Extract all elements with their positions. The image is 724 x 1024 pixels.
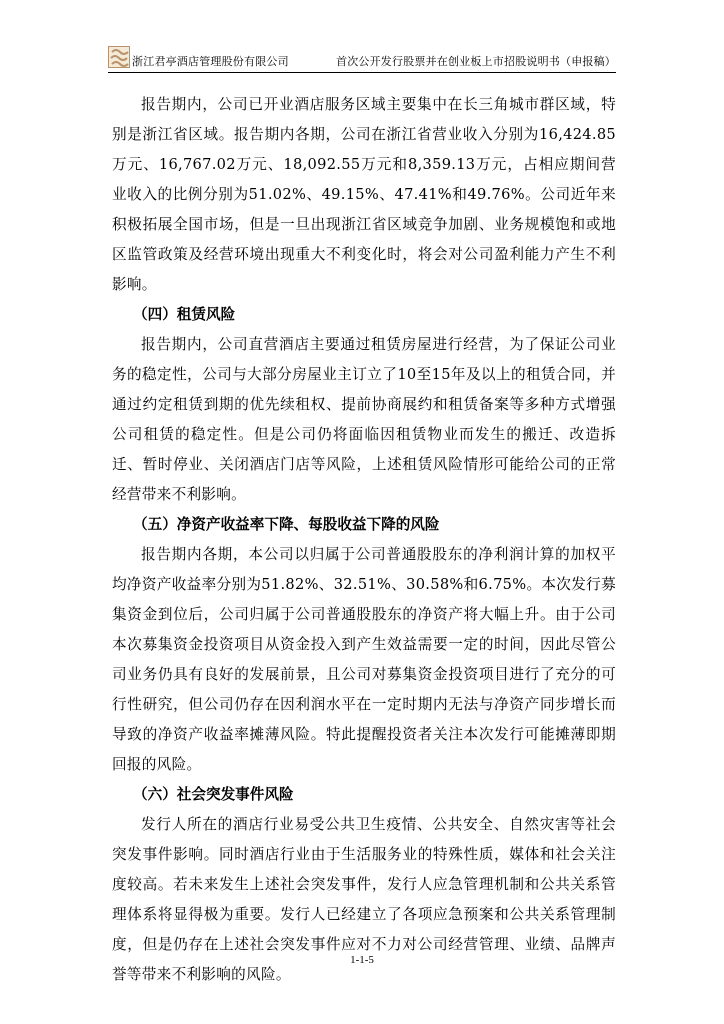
header-company-name: 浙江君亭酒店管理股份有限公司 (132, 55, 289, 68)
section-heading-roe-risk: （五）净资产收益率下降、每股收益下降的风险 (133, 516, 440, 533)
paragraph-regional-risk: 报告期内，公司已开业酒店服务区域主要集中在长三角城市群区域，特别是浙江省区域。报告期内各期，公司在浙江省营业收入分别为16,424.85万元、16,767.02万元、18,092.55万元和8,359.13万元，占相应期间营业收入的比例分别为51.02%、49.15%、47.41%和49.76%。公司近年来积极拓展全国市场，但是一旦出现浙江省区域竞争加剧、业务规模饱和或地区监管政策及经营环境出现重大不利变化时，将会对公司盈利能力产生不利影响。 (112, 96, 616, 293)
paragraph-lease-risk: 报告期内，公司直营酒店主要通过租赁房屋进行经营，为了保证公司业务的稳定性，公司与大部分房屋业主订立了10至15年及以上的租赁合同，并通过约定租赁到期的优先续租权、提前协商展约和租赁备案等多种方式增强公司租赁的稳定性。但是公司仍将面临因租赁物业而发生的搬迁、改造拆迁、暂时停业、关闭酒店门店等风险，上述租赁风险情形可能给公司的正常经营带来不利影响。 (112, 336, 616, 503)
paragraph-roe-risk: 报告期内各期，本公司以归属于公司普通股股东的净利润计算的加权平均净资产收益率分别为51.82%、32.51%、30.58%和6.75%。本次发行募集资金到位后，公司归属于公司普通股股东的净资产将大幅上升。由于公司本次募集资金投资项目从资金投入到产生效益需要一定的时间，因此尽管公司业务仍具有良好的发展前景，且公司对募集资金投资项目进行了充分的可行性研究，但公司仍存在因利润水平在一定时期内无法与净资产同步增长而导致的净资产收益率摊薄风险。特此提醒投资者关注本次发行可能摊薄即期回报的风险。 (112, 546, 616, 773)
page-number: 1-1-5 (350, 954, 374, 966)
header-document-title: 首次公开发行股票并在创业板上市招股说明书（申报稿） (336, 55, 616, 68)
page-header (108, 46, 616, 73)
company-logo-icon (108, 46, 130, 68)
section-heading-social-event-risk: （六）社会突发事件风险 (133, 786, 294, 803)
section-heading-lease-risk: （四）租赁风险 (133, 306, 236, 323)
page-body (112, 90, 616, 990)
paragraph-social-event-risk: 发行人所在的酒店行业易受公共卫生疫情、公共安全、自然灾害等社会突发事件影响。同时酒店行业由于生活服务业的特殊性质，媒体和社会关注度较高。若未来发生上述社会突发事件，发行人应急管理机制和公共关系管理体系将显得极为重要。发行人已经建立了各项应急预案和公共关系管理制度，但是仍存在上述社会突发事件应对不力对公司经营管理、业绩、品牌声誉等带来不利影响的风险。 (112, 816, 616, 983)
